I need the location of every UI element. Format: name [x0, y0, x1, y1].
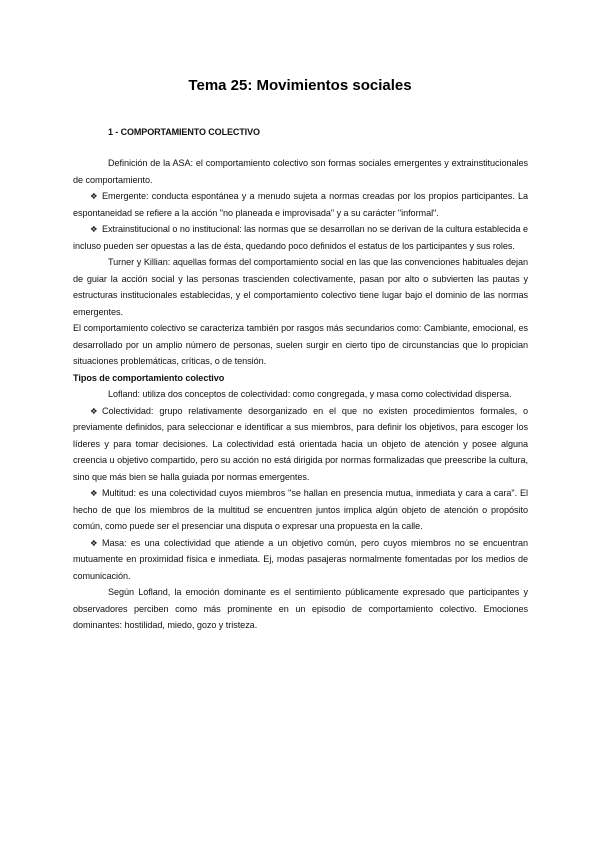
paragraph-asa-definition: Definición de la ASA: el comportamiento colectivo son formas sociales emergentes y extrainstitucionales de comportamiento. — [73, 158, 528, 185]
bullet-diamond-icon: ❖ — [90, 488, 98, 498]
bullet-text: Extrainstitucional o no institucional: las normas que se desarrollan no se derivan de la cultura establecida e incluso pueden ser opuestas a las de ésta, quedando poco definidos el estatus de los participantes y sus roles. — [73, 224, 528, 251]
bullet-diamond-icon: ❖ — [90, 224, 98, 234]
bullet-item-emergente — [73, 188, 528, 221]
paragraph-emocion-dominante: Según Lofland, la emoción dominante es el sentimiento públicamente expresado que participantes y observadores perciben como más prominente en un episodio de comportamiento colectivo. Emociones dominantes: hostilidad, miedo, gozo y tristeza. — [73, 587, 528, 630]
paragraph-rasgos-secundarios: El comportamiento colectivo se caracteriza también por rasgos más secundarios como: Cambiante, emocional, es desarrollado por un amplio número de personas, suelen surgir en cierto tipo de circunstancias que lo propician situaciones problemáticas, críticas, o de tensión. — [73, 323, 528, 366]
subheading-tipos: Tipos de comportamiento colectivo — [73, 372, 225, 383]
bullet-item-multitud — [73, 485, 528, 535]
section-heading: 1 - COMPORTAMIENTO COLECTIVO — [108, 127, 260, 137]
page-title: Tema 25: Movimientos sociales — [188, 77, 412, 94]
bullet-text: Emergente: conducta espontánea y a menudo sujeta a normas creadas por los propios participantes. La espontaneidad se refiere a la acción "no planeada e improvisada" y a su carácter "informal". — [73, 191, 528, 218]
document-body — [73, 155, 528, 634]
bullet-diamond-icon: ❖ — [90, 537, 98, 548]
bullet-item-colectividad — [73, 403, 528, 486]
bullet-diamond-icon: ❖ — [90, 405, 98, 416]
bullet-text: Masa: es una colectividad que atiende a un objetivo común, pero cuyos miembros no se encuentran mutuamente en proximidad física e inmediata. Ej, modas pasajeras normalmente fomentadas por los medios de comunicación. — [73, 537, 528, 581]
paragraph-lofland: Lofland: utiliza dos conceptos de colectividad: como congregada, y masa como colectividad dispersa. — [108, 389, 512, 399]
bullet-item-masa — [73, 535, 528, 585]
bullet-text: Multitud: es una colectividad cuyos miembros "se hallan en presencia mutua, inmediata y cara a cara". El hecho de que los miembros de la multitud se encuentren juntos implica algún objeto de atención o propósito común, como puede ser el presenciar una disputa o expresar una propuesta en la calle. — [73, 488, 528, 531]
bullet-item-extrainstitucional — [73, 221, 528, 254]
bullet-diamond-icon: ❖ — [90, 191, 98, 201]
paragraph-turner-killian: Turner y Killian: aquellas formas del comportamiento social en las que las convenciones habituales dejan de guiar la acción social y las personas trascienden colectivamente, pasan por alto o subvierten las pautas y estructuras institucionales establecidas, y el comportamiento colectivo tiene lugar bajo el dominio de las normas emergentes. — [73, 257, 528, 317]
bullet-text: Colectividad: grupo relativamente desorganizado en el que no existen procedimientos formales, o previamente definidos, para seleccionar e identificar a sus miembros, para definir los objetivos, para escoger los líderes y para tomar decisiones. La colectividad está orientada hacia un objeto de atención y posee alguna creencia u objetivo compartido, pero su acción no está dirigida por normas formalizadas que preescribe la cultura, sino que más bien se halla guiada por normas emergentes. — [73, 405, 528, 482]
